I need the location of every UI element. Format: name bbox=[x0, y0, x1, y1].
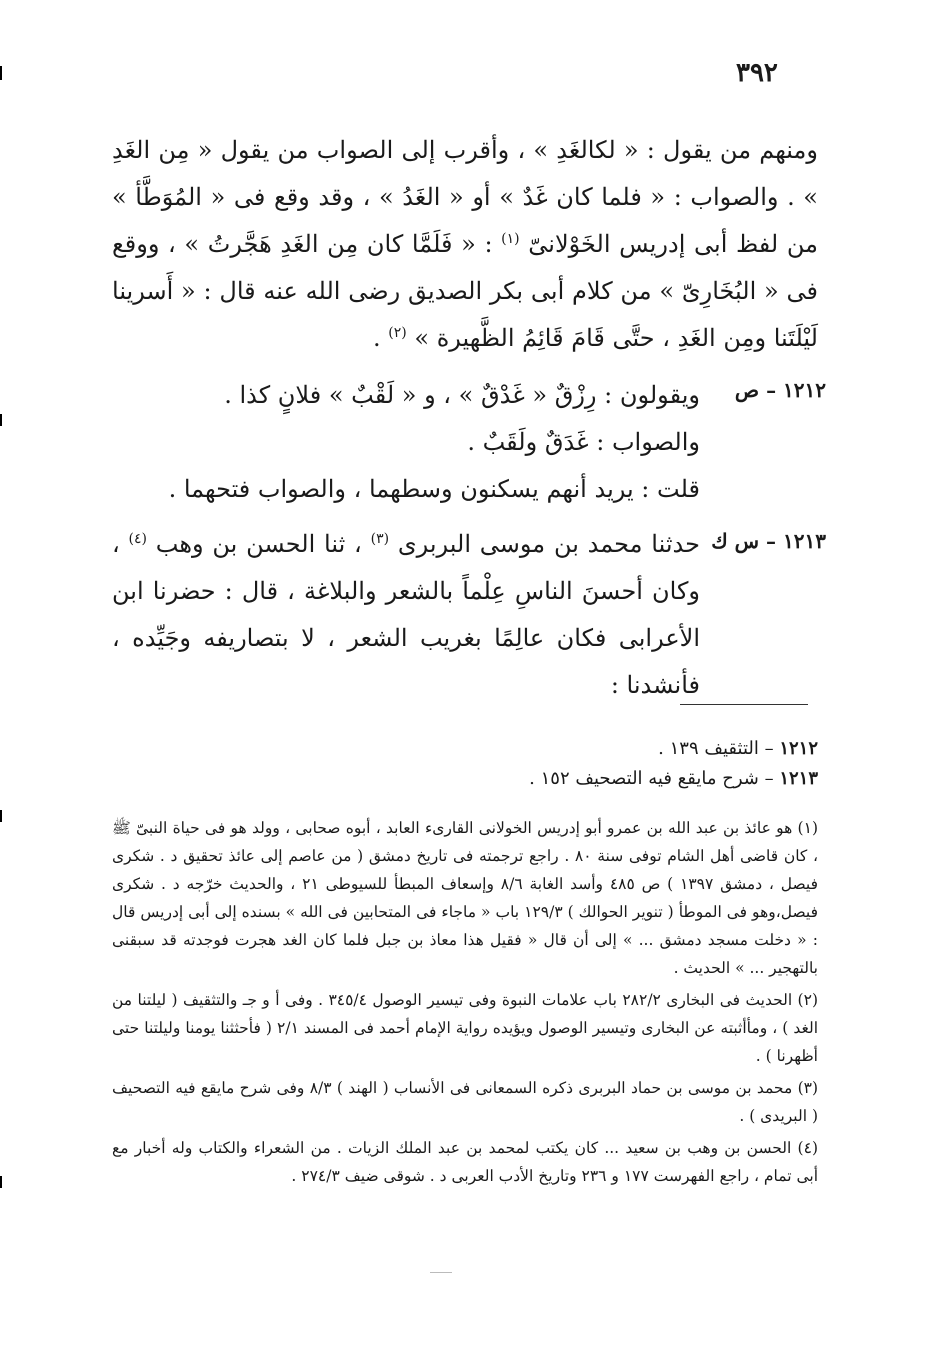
footnote-ref-3[interactable]: (٣) bbox=[370, 531, 390, 547]
footnote-ref-1[interactable]: (١) bbox=[501, 231, 520, 247]
scan-edge-mark bbox=[0, 66, 2, 80]
footnotes bbox=[112, 814, 818, 1194]
source-notes bbox=[112, 734, 818, 794]
scan-speck bbox=[430, 1272, 452, 1273]
footnote-1: (١) هو عائذ بن عبد الله بن عمرو أبو إدريس الخولانى القارىء العابد ، أبوه صحابى ، وولد هو فى حياة النبىّ ﷺ ، كان قاضى أهل الشام توفى سنة ٨٠ . راجع ترجمته فى تاريخ دمشق ( من عاصم إلى عائذ تحقيق د . شكرى فيصل ، دمشق ١٣٩٧ ) ص ٤٨٥ وأسد الغابة ٨/٦ وإسعاف المبطأ للسيوطى ٢١ ، والحديث خرّجه د . شكرى فيصل،وهو فى الموطأ ( تنوير الحوالك ) ١٢٩/٣ باب « ماجاء فى المتحابين فى الله » بسنده إلى أبى إدريس قال : « دخلت مسجد دمشق ... » إلى أن قال « فقيل هذا معاذ بن جبل فلما كان الغد هجرت فوجدته قد سبقنى بالتهجير ... » الحديث . bbox=[112, 819, 818, 977]
intro-text-c: . bbox=[373, 324, 381, 352]
source-note bbox=[112, 734, 818, 764]
source-note-text: – التثقيف ١٣٩ . bbox=[658, 738, 774, 759]
entry-number: ١٢١٢ – ص bbox=[734, 378, 826, 402]
source-note-text: – شرح مايقع فيه التصحيف ١٥٢ . bbox=[529, 768, 774, 789]
entry-text-b: ، ثنا الحسن بن وهب bbox=[155, 530, 362, 558]
footnote-divider bbox=[680, 704, 808, 705]
footnote-3: (٣) محمد بن موسى بن حماد البربرى ذكره السمعانى فى الأنساب ( الهند ) ٨/٣ وفى شرح مايقع فيه التصحيف ( البريدى ) . bbox=[112, 1079, 819, 1125]
page-number: ٣٩٢ bbox=[736, 58, 778, 88]
source-note-number: ١٢١٣ bbox=[779, 768, 818, 789]
entry-body bbox=[112, 372, 700, 513]
scan-edge-mark bbox=[0, 1176, 2, 1188]
entry-line: قلت : يريد أنهم يسكنون وسطهما ، والصواب فتحهما . bbox=[168, 475, 700, 503]
scan-edge-mark bbox=[0, 414, 2, 426]
entry-number: ١٢١٣ – س ك bbox=[711, 529, 826, 553]
footnote-2: (٢) الحديث فى البخارى ٢٨٢/٢ باب علامات النبوة وفى تيسير الوصول ٣٤٥/٤ . وفى أ و جـ والتثقيف ( ليلتنا من الغد ) ، ومأأثبته عن البخارى وتيسير الوصول ويؤيده رواية الإمام أحمد فى المسند ٢/١ ( فأحثثنا يومنا وليلتنا حتى أظهرنا ) . bbox=[112, 991, 818, 1065]
intro-text-a: ومنهم من يقول : « لكالغَدِ » ، وأقرب إلى الصواب من يقول « مِن الغَدِ » . والصواب : « فلما كان غَدٌ » أو « الغَدُ » ، وقد وقع فى « المُوَطَّأ » من لفظ أبى إدريس الخَوْلانىّ bbox=[112, 136, 818, 258]
entry-1212 bbox=[112, 372, 826, 513]
entry-body bbox=[112, 521, 700, 709]
source-note bbox=[112, 764, 818, 794]
entry-line: والصواب : غَدَقٌ ولَقَبٌ . bbox=[467, 428, 700, 456]
scan-edge-mark bbox=[0, 810, 2, 822]
footnote-ref-4[interactable]: (٤) bbox=[128, 531, 147, 547]
source-note-number: ١٢١٢ bbox=[779, 738, 818, 759]
entry-text-c: ، وكان أحسنَ الناسِ عِلْماً بالشعر والبلاغة ، قال : حضرنا ابن الأعرابى فكان عالِمًا بغريب الشعر ، لا بتصاريفه وجَيِّده ، فأنشدنا : bbox=[112, 530, 700, 699]
entry-1213 bbox=[112, 521, 826, 709]
intro-text-b: : « فَلَمَّا كان مِن الغَدِ هَجَّرتُ » ، ووقع فى « البُخَارِىّ » من كلام أبى بكر الصديق رضى الله عنه قال : « أَسرينا لَيْلَتَنا ومِن الغَدِ ، حتَّى قَامَ قَائِمُ الظَّهيرة » bbox=[112, 230, 818, 352]
footnote-ref-2[interactable]: (٢) bbox=[388, 325, 407, 341]
footnote-4: (٤) الحسن بن وهب بن سعيد ... كان يكتب لمحمد بن عبد الملك الزيات . من الشعراء والكتاب وله أخبار مع أبى تمام ، راجع الفهرست ١٧٧ و ٢٣٦ وتاريخ الأدب العربى د . شوقى ضيف ٢٧٤/٣ . bbox=[112, 1139, 818, 1185]
intro-paragraph bbox=[112, 127, 818, 362]
entry-line: ويقولون : رِزْقٌ « غَدْقٌ » ، و « لَقْبٌ » فلانٍ كذا . bbox=[224, 381, 700, 409]
entry-text-a: حدثنا محمد بن موسى البربرى bbox=[397, 530, 700, 558]
